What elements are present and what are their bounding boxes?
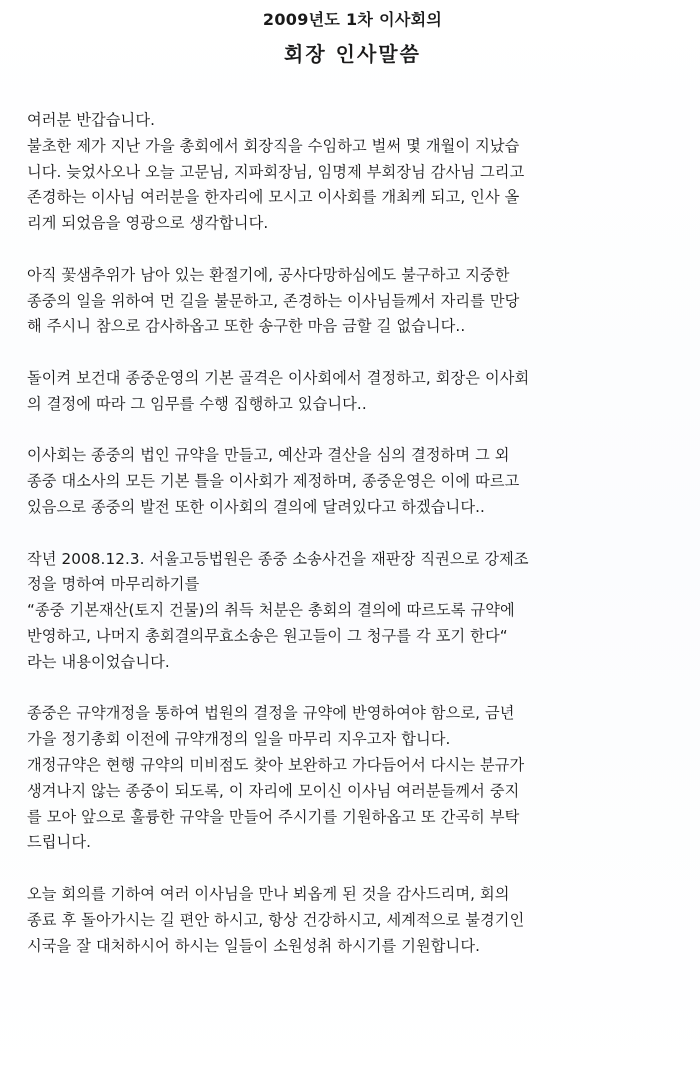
paragraph-line: 개정규약은 현행 규약의 미비점도 찾아 보완하고 가다듬어서 다시는 분규가 <box>27 755 525 774</box>
paragraph-line: 가을 정기총회 이전에 규약개정의 일을 마무리 지우고자 합니다. <box>27 730 451 749</box>
paragraph-line: 이사회는 종중의 법인 규약을 만들고, 예산과 결산을 심의 결정하며 그 외 <box>27 446 510 465</box>
paragraph-line: 반영하고, 나머지 총회결의무효소송은 원고들이 그 청구를 각 포기 한다“ <box>27 626 508 645</box>
paragraph-line: 리게 되었음을 영광으로 생각합니다. <box>27 214 269 233</box>
paragraph-line: 여러분 반갑습니다. <box>27 111 156 129</box>
document-title: 회장 인사말씀 <box>284 42 421 66</box>
paragraph-line: 종중의 일을 위하여 먼 길을 불문하고, 존경하는 이사님들께서 자리를 만당 <box>27 291 520 310</box>
paragraph-line: 오늘 회의를 기하여 여러 이사님을 만나 뵈옵게 된 것을 감사드리며, 회의 <box>27 884 510 903</box>
paragraph-line: 작년 2008.12.3. 서울고등법원은 종중 소송사건을 재판장 직권으로 강제조 <box>27 549 529 568</box>
paragraph <box>27 882 694 959</box>
meeting-subtitle: 2009년도 1차 이사회의 <box>262 10 443 29</box>
paragraph-line: 를 모아 앞으로 훌륭한 규약을 만들어 주시기를 기원하옵고 또 간곡히 부탁 <box>27 807 520 826</box>
paragraph-line: 시국을 잘 대처하시어 하시는 일들이 소원성취 하시기를 기원합니다. <box>27 936 481 955</box>
paragraph <box>27 701 694 856</box>
paragraph <box>27 108 694 237</box>
paragraph-line: 종중 대소사의 모든 기본 틀을 이사회가 제정하며, 종중운영은 이에 따르고 <box>27 472 520 491</box>
paragraph-line: 생겨나지 않는 종중이 되도록, 이 자리에 모이신 이사님 여러분들께서 중지 <box>27 781 520 800</box>
document-body <box>27 108 694 959</box>
paragraph-line: 종료 후 돌아가시는 길 편안 하시고, 항상 건강하시고, 세계적으로 불경기인 <box>27 910 525 929</box>
paragraph <box>27 547 694 676</box>
paragraph-line: 존경하는 이사님 여러분을 한자리에 모시고 이사회를 개최케 되고, 인사 올 <box>27 188 520 207</box>
paragraph-line: 있음으로 종중의 발전 또한 이사회의 결의에 달려있다고 하겠습니다.. <box>27 497 485 516</box>
paragraph-line: 정을 명하여 마무리하기를 <box>27 575 200 594</box>
paragraph-line: 아직 꽃샘추위가 남아 있는 환절기에, 공사다망하심에도 불구하고 지중한 <box>27 265 510 284</box>
paragraph-line: 해 주시니 참으로 감사하옵고 또한 송구한 마음 금할 길 없습니다.. <box>27 317 466 336</box>
paragraph-line: 의 결정에 따라 그 임무를 수행 집행하고 있습니다.. <box>27 394 367 413</box>
paragraph <box>27 263 694 340</box>
paragraph-line: “종중 기본재산(토지 건물)의 취득 처분은 총회의 결의에 따르도록 규약에 <box>27 601 515 620</box>
paragraph-line: 니다. 늦었사오나 오늘 고문님, 지파회장님, 임명제 부회장님 감사님 그리고 <box>27 162 525 181</box>
paragraph-line: 라는 내용이었습니다. <box>27 652 170 671</box>
paragraph <box>27 366 694 418</box>
paragraph-line: 드립니다. <box>27 833 92 852</box>
paragraph-line: 불초한 제가 지난 가을 총회에서 회장직을 수임하고 벌써 몇 개월이 지났습 <box>27 136 520 155</box>
paragraph-line: 돌이켜 보건대 종중운영의 기본 골격은 이사회에서 결정하고, 회장은 이사회 <box>27 368 530 387</box>
paragraph <box>27 443 694 520</box>
paragraph-line: 종중은 규약개정을 통하여 법원의 결정을 규약에 반영하여야 함으로, 금년 <box>27 704 515 723</box>
document-header <box>27 0 678 68</box>
